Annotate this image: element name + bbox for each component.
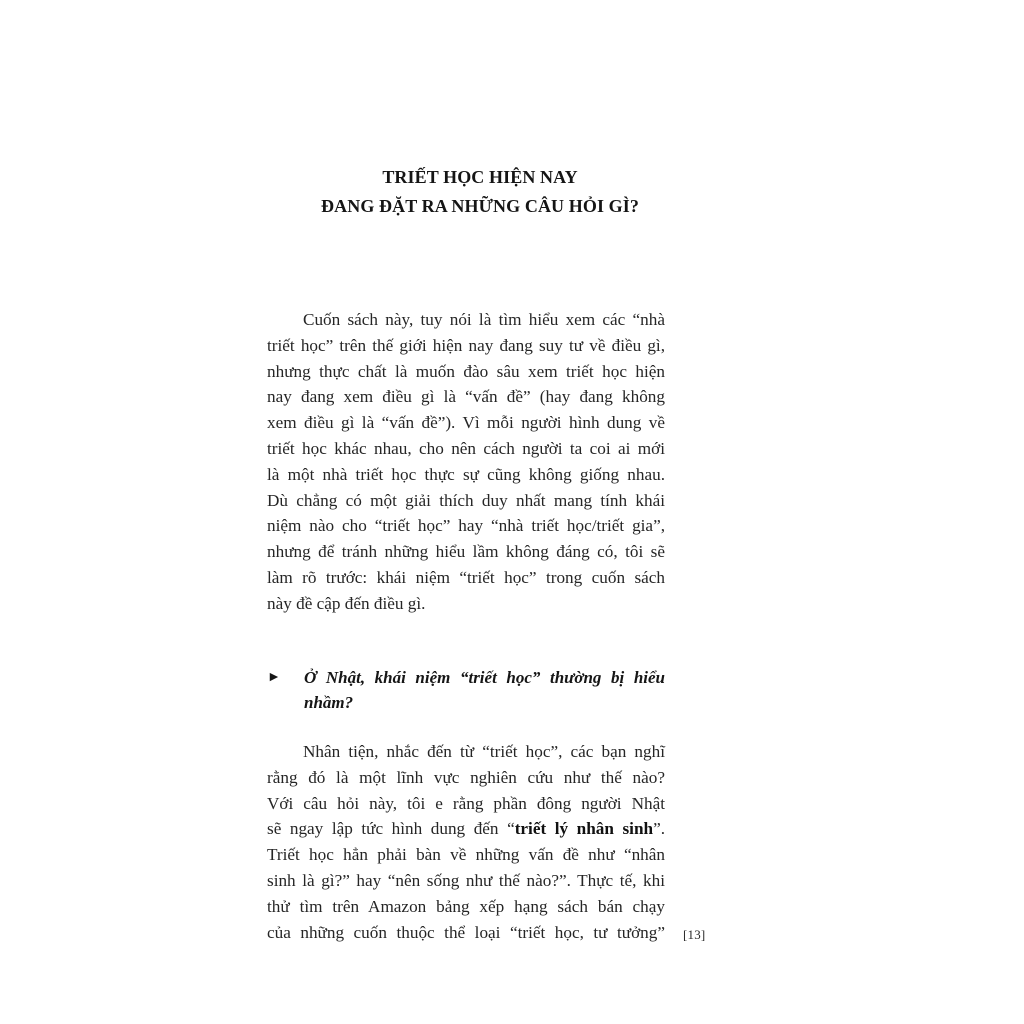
text-line: niệm nào cho “triết học” hay “nhà triết học/triết gia”, xyxy=(267,516,665,536)
triangle-bullet-icon: ► xyxy=(267,670,281,685)
body-paragraph xyxy=(267,739,665,945)
page-number: [13] xyxy=(683,927,706,942)
text-line: rằng đó là một lĩnh vực nghiên cứu như thế nào? xyxy=(267,767,665,787)
text-line: nay đang xem điều gì là “vấn đề” (hay đang không xyxy=(267,387,665,407)
bold-phrase: triết lý nhân sinh xyxy=(514,819,654,839)
text-line: là một nhà triết học thực sự cũng không giống nhau. xyxy=(267,464,665,484)
text-line: Triết học hẳn phải bàn về những vấn đề như “nhân xyxy=(267,845,665,865)
chapter-title-line-1: TRIẾT HỌC HIỆN NAY xyxy=(382,167,578,187)
text-line: triết học khác nhau, cho nên cách người ta coi ai mới xyxy=(267,438,665,458)
text-line xyxy=(267,816,665,842)
text-line: Dù chẳng có một giải thích duy nhất mang tính khái xyxy=(267,490,665,510)
text-line: nhưng để tránh những hiểu lầm không đáng có, tôi sẽ xyxy=(267,542,665,562)
text-line: Cuốn sách này, tuy nói là tìm hiểu xem các “nhà xyxy=(303,310,665,329)
text-line: này đề cập đến điều gì. xyxy=(267,593,426,613)
chapter-title xyxy=(230,163,730,221)
subheading-line-1: Ở Nhật, khái niệm “triết học” thường bị hiểu xyxy=(304,668,665,687)
text-segment: ”. xyxy=(653,819,666,839)
text-segment: sẽ ngay lập tức hình dung đến “ xyxy=(267,819,515,839)
text-line: Nhân tiện, nhắc đến từ “triết học”, các bạn nghĩ xyxy=(303,742,665,761)
text-line: Với câu hỏi này, tôi e rằng phần đông người Nhật xyxy=(267,793,665,813)
text-line: triết học” trên thế giới hiện nay đang suy tư về điều gì, xyxy=(267,335,665,355)
text-line: làm rõ trước: khái niệm “triết học” trong cuốn sách xyxy=(267,567,665,587)
section-subheading xyxy=(267,665,665,715)
text-line: xem điều gì là “vấn đề”). Vì mỗi người hình dung về xyxy=(267,413,665,433)
text-line: sinh là gì?” hay “nên sống như thế nào?”. Thực tế, khi xyxy=(267,870,665,890)
chapter-title-line-2: ĐANG ĐẶT RA NHỮNG CÂU HỎI GÌ? xyxy=(321,196,639,216)
text-line: thử tìm trên Amazon bảng xếp hạng sách bán chạy xyxy=(267,896,665,916)
text-line: của những cuốn thuộc thể loại “triết học, tư tưởng” xyxy=(267,922,665,942)
subheading-line-2: nhầm? xyxy=(304,693,354,712)
subheading-text xyxy=(304,665,665,715)
intro-paragraph xyxy=(267,307,665,617)
text-line: nhưng thực chất là muốn đào sâu xem triết học hiện xyxy=(267,361,665,381)
